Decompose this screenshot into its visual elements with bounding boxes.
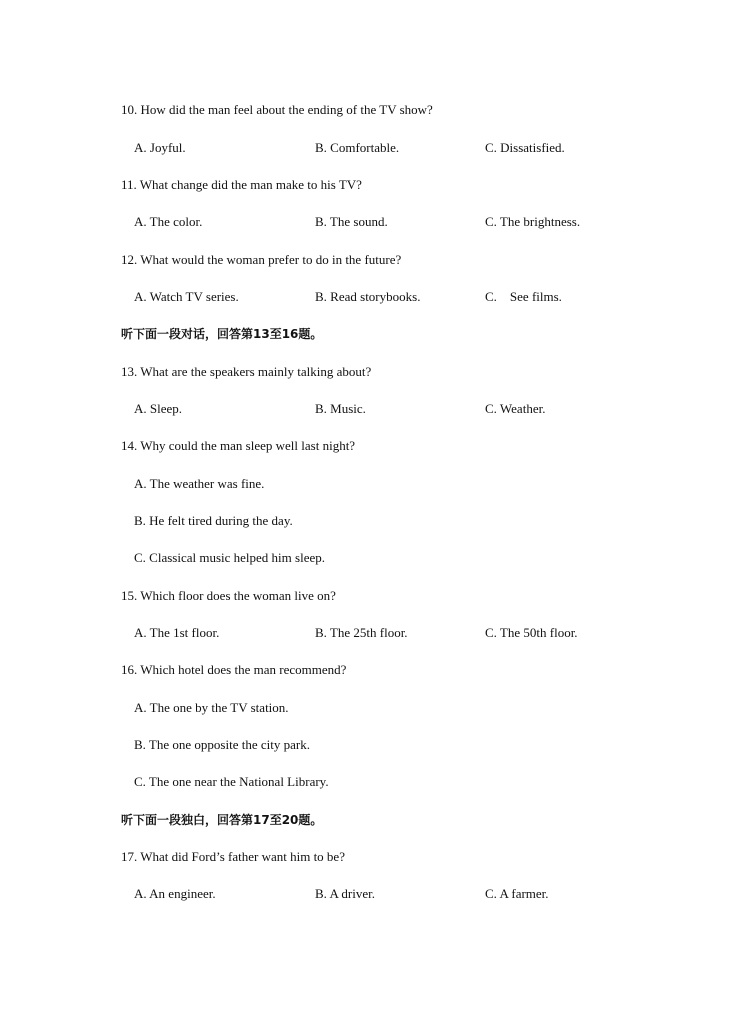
question-11 (0, 175, 744, 195)
option-row-14-a (0, 474, 744, 494)
options-row-13 (0, 399, 744, 419)
option-row-14-c (0, 548, 744, 568)
question-stem: 13. What are the speakers mainly talking about? (121, 364, 372, 379)
option-row-16-a (0, 698, 744, 718)
question-stem: 12. What would the woman prefer to do in the future? (121, 252, 402, 267)
option-c: C. Dissatisfied. (485, 140, 565, 155)
option-a: A. Joyful. (134, 140, 186, 155)
question-14 (0, 436, 744, 456)
option-b: B. The one opposite the city park. (134, 737, 310, 752)
option-row-16-c (0, 772, 744, 792)
option-a: A. Sleep. (134, 401, 183, 416)
option-c: C. The 50th floor. (485, 625, 578, 640)
options-row-10 (0, 138, 744, 158)
question-stem: 17. What did Ford’s father want him to be? (121, 849, 345, 864)
option-c: C. Classical music helped him sleep. (134, 550, 325, 565)
options-row-15 (0, 623, 744, 643)
option-b: B. A driver. (315, 886, 375, 901)
option-row-16-b (0, 735, 744, 755)
section-instruction: 听下面一段独白，回答第17至20题。 (121, 813, 323, 827)
option-a: A. Watch TV series. (134, 289, 239, 304)
option-a: A. The 1st floor. (134, 625, 220, 640)
option-c: C. See films. (485, 289, 562, 304)
option-b: B. The sound. (315, 214, 388, 229)
options-row-11 (0, 212, 744, 232)
section-instruction: 听下面一段对话，回答第13至16题。 (121, 327, 323, 341)
option-c: C. The brightness. (485, 214, 581, 229)
question-stem: 14. Why could the man sleep well last night? (121, 438, 356, 453)
option-row-14-b (0, 511, 744, 531)
question-10 (0, 100, 744, 120)
option-a: A. The color. (134, 214, 203, 229)
option-c: C. The one near the National Library. (134, 774, 329, 789)
option-b: B. The 25th floor. (315, 625, 408, 640)
option-b: B. Read storybooks. (315, 289, 421, 304)
option-b: B. He felt tired during the day. (134, 513, 293, 528)
option-c: C. Weather. (485, 401, 546, 416)
question-12 (0, 250, 744, 270)
option-c: C. A farmer. (485, 886, 549, 901)
question-17 (0, 847, 744, 867)
question-13 (0, 362, 744, 382)
option-a: A. The weather was fine. (134, 476, 265, 491)
section-heading-17-20 (0, 810, 744, 830)
section-heading-13-16 (0, 324, 744, 344)
question-15 (0, 586, 744, 606)
option-b: B. Music. (315, 401, 366, 416)
question-16 (0, 660, 744, 680)
question-stem: 15. Which floor does the woman live on? (121, 588, 336, 603)
option-b: B. Comfortable. (315, 140, 400, 155)
question-stem: 10. How did the man feel about the ending of the TV show? (121, 102, 433, 117)
options-row-12 (0, 287, 744, 307)
question-stem: 16. Which hotel does the man recommend? (121, 662, 347, 677)
options-row-17 (0, 884, 744, 904)
option-a: A. The one by the TV station. (134, 700, 289, 715)
question-stem: 11. What change did the man make to his TV? (121, 177, 362, 192)
option-a: A. An engineer. (134, 886, 216, 901)
